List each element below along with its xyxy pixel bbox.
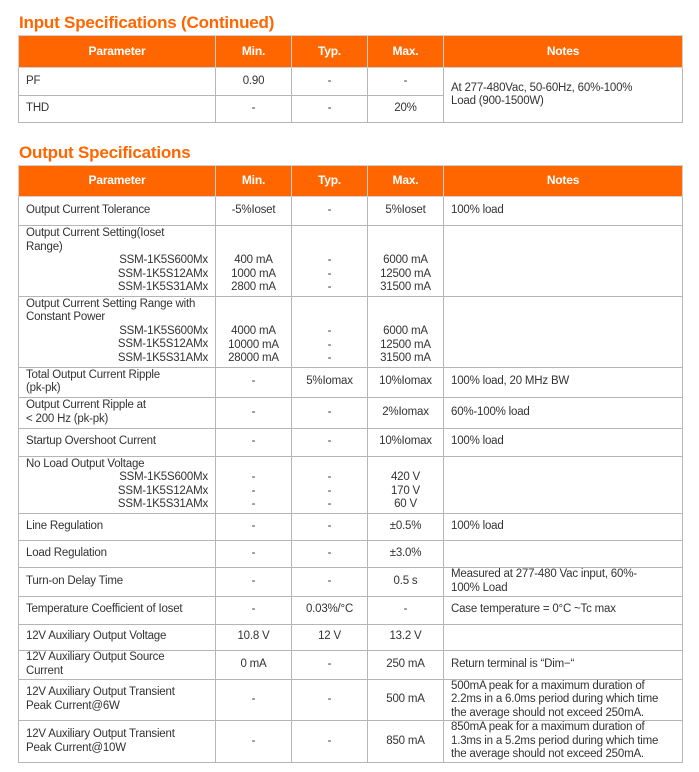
cell-line: 100% load: [451, 519, 504, 532]
cell-line: -: [327, 546, 332, 559]
cell-line: 10000 mA: [228, 338, 279, 351]
parameter-cell: [19, 428, 216, 456]
parameter-cell: [19, 721, 216, 763]
cell-line: 13.2 V: [389, 630, 422, 643]
cell-line: -: [251, 435, 256, 448]
typ-cell: [292, 197, 368, 226]
cell-line: 20%: [394, 102, 417, 115]
parameter-cell: [19, 650, 216, 679]
cell-line: Return terminal is “Dim−“: [451, 657, 575, 670]
output-specifications-title: Output Specifications: [19, 143, 191, 162]
cell-line: -: [327, 281, 332, 293]
column-header: Parameter: [19, 166, 216, 197]
table-row: [19, 197, 683, 226]
cell-line: 60%-100% load: [451, 405, 530, 418]
notes-cell: [444, 367, 683, 397]
parameter-cell: [19, 540, 216, 567]
min-cell: [216, 428, 292, 456]
cell-line: 1000 mA: [231, 267, 276, 280]
cell-line: -5%Ioset: [231, 204, 276, 217]
cell-line: THD: [26, 102, 50, 115]
typ-cell: [292, 226, 368, 297]
cell-line: 100% Load: [451, 581, 508, 594]
cell-line: 100% load: [451, 435, 504, 448]
table-row: [19, 513, 683, 540]
cell-line: Load (900-1500W): [451, 95, 544, 107]
cell-line: 10%Iomax: [379, 435, 432, 448]
table-row: [19, 596, 683, 624]
cell-line: 500 mA: [386, 693, 425, 705]
max-cell: [368, 540, 444, 567]
cell-line: 420 V: [390, 471, 421, 483]
notes-cell: [444, 428, 683, 456]
cell-line: 2.2ms in a 6.0ms period during which time: [451, 693, 659, 705]
typ-cell: [292, 596, 368, 624]
cell-line: -: [327, 352, 332, 364]
model-name: SSM-1K5S600Mx: [119, 254, 208, 266]
table-row: [19, 428, 683, 456]
cell-line: 0 mA: [240, 657, 267, 670]
typ-cell: [292, 679, 368, 721]
notes-cell: [444, 397, 683, 428]
cell-line: -: [251, 405, 256, 418]
cell-line: 5%Ioset: [385, 204, 426, 217]
min-cell: [216, 596, 292, 624]
typ-cell: [292, 397, 368, 428]
parameter-cell: [19, 567, 216, 596]
cell-line: ±3.0%: [389, 546, 422, 559]
cell-line: -: [403, 603, 408, 616]
cell-line: 400 mA: [234, 254, 273, 266]
cell-line: 31500 mA: [380, 281, 431, 293]
notes-cell: [444, 68, 683, 123]
cell-line: 6000 mA: [383, 325, 428, 337]
cell-line: -: [251, 574, 256, 587]
table-row: [19, 567, 683, 596]
max-cell: [368, 197, 444, 226]
max-cell: [368, 596, 444, 624]
header-row: [19, 166, 683, 197]
min-cell: [216, 513, 292, 540]
parameter-cell: [19, 226, 216, 297]
parameter-cell: [19, 513, 216, 540]
cell-line: -: [327, 254, 332, 266]
cell-line: 31500 mA: [380, 352, 431, 364]
max-cell: [368, 567, 444, 596]
cell-line: Output Current Ripple at: [26, 399, 146, 411]
cell-line: -: [327, 338, 332, 351]
min-cell: [216, 197, 292, 226]
typ-cell: [292, 456, 368, 513]
cell-line: -: [327, 657, 332, 670]
notes-cell: [444, 567, 683, 596]
cell-line: Peak Current@6W: [26, 699, 120, 712]
typ-cell: [292, 68, 368, 96]
typ-cell: [292, 296, 368, 367]
cell-line: PF: [26, 74, 41, 87]
notes-cell: [444, 513, 683, 540]
cell-line: 1.3ms in a 5.2ms period during which time: [451, 734, 659, 747]
cell-line: 170 V: [390, 484, 421, 497]
notes-cell: [444, 596, 683, 624]
min-cell: [216, 679, 292, 721]
max-cell: [368, 296, 444, 367]
notes-cell: [444, 650, 683, 679]
cell-line: -: [327, 435, 332, 448]
column-header: Parameter: [19, 36, 216, 68]
parameter-cell: [19, 367, 216, 397]
cell-line: -: [327, 325, 332, 337]
table-row: [19, 397, 683, 428]
cell-line: 4000 mA: [231, 325, 276, 337]
cell-line: 12V Auxiliary Output Transient: [26, 728, 175, 740]
max-cell: [368, 367, 444, 397]
cell-line: 100% load, 20 MHz BW: [451, 375, 570, 388]
cell-line: -: [251, 471, 256, 483]
cell-line: Peak Current@10W: [26, 741, 126, 754]
cell-line: the average should not exceed 250mA.: [451, 706, 644, 719]
table-row: [19, 367, 683, 397]
min-cell: [216, 624, 292, 650]
notes-cell: [444, 624, 683, 650]
parameter-cell: [19, 296, 216, 367]
cell-line: 2%Iomax: [382, 405, 429, 418]
notes-cell: [444, 540, 683, 567]
table-row: [19, 721, 683, 763]
cell-line: -: [251, 693, 256, 705]
column-header: Min.: [216, 166, 292, 197]
cell-line: 850 mA: [386, 734, 425, 747]
notes-cell: [444, 197, 683, 226]
cell-line: -: [251, 484, 256, 497]
cell-line: Case temperature = 0°C ~Tc max: [451, 603, 616, 616]
typ-cell: [292, 367, 368, 397]
cell-line: -: [327, 693, 332, 705]
column-header: Notes: [444, 36, 683, 68]
cell-line: (pk-pk): [26, 382, 61, 394]
typ-cell: [292, 650, 368, 679]
table-row: [19, 226, 683, 297]
max-cell: [368, 428, 444, 456]
cell-line: ±0.5%: [389, 519, 422, 532]
cell-line: the average should not exceed 250mA.: [451, 748, 644, 761]
cell-line: Temperature Coefficient of Ioset: [26, 603, 183, 616]
cell-line: No Load Output Voltage: [26, 457, 145, 470]
min-cell: [216, 96, 292, 123]
cell-line: -: [327, 498, 332, 510]
parameter-cell: [19, 397, 216, 428]
max-cell: [368, 226, 444, 297]
parameter-cell: [19, 596, 216, 624]
cell-line: 0.03%/°C: [305, 603, 354, 616]
column-header: Typ.: [292, 36, 368, 68]
typ-cell: [292, 428, 368, 456]
column-header: Min.: [216, 36, 292, 68]
table-row: [19, 68, 683, 96]
model-name: SSM-1K5S12AMx: [117, 267, 208, 280]
cell-line: 250 mA: [386, 657, 425, 670]
cell-line: 500mA peak for a maximum duration of: [451, 679, 645, 692]
cell-line: -: [327, 204, 332, 217]
cell-line: 5%Iomax: [306, 375, 353, 388]
notes-cell: [444, 679, 683, 721]
cell-line: -: [403, 74, 408, 87]
cell-line: At 277-480Vac, 50-60Hz, 60%-100%: [451, 81, 633, 94]
notes-cell: [444, 296, 683, 367]
cell-line: 60 V: [394, 498, 417, 510]
max-cell: [368, 456, 444, 513]
cell-line: Output Current Tolerance: [26, 204, 151, 217]
cell-line: Turn-on Delay Time: [26, 574, 123, 587]
cell-line: -: [251, 375, 256, 388]
cell-line: 850mA peak for a maximum duration of: [451, 721, 645, 734]
parameter-cell: [19, 68, 216, 96]
cell-line: -: [327, 471, 332, 483]
cell-line: -: [251, 734, 256, 747]
cell-line: -: [251, 546, 256, 559]
max-cell: [368, 397, 444, 428]
parameter-cell: [19, 624, 216, 650]
cell-line: Startup Overshoot Current: [26, 435, 156, 448]
typ-cell: [292, 540, 368, 567]
min-cell: [216, 567, 292, 596]
cell-line: Range): [26, 240, 63, 253]
cell-line: Measured at 277-480 Vac input, 60%-: [451, 568, 637, 580]
cell-line: 10%Iomax: [379, 375, 432, 388]
parameter-cell: [19, 197, 216, 226]
cell-line: 12 V: [318, 630, 341, 643]
max-cell: [368, 679, 444, 721]
cell-line: 12V Auxiliary Output Transient: [26, 686, 175, 699]
table-row: [19, 650, 683, 679]
cell-line: -: [251, 102, 256, 115]
table-row: [19, 296, 683, 367]
model-name: SSM-1K5S600Mx: [119, 324, 208, 337]
cell-line: Output Current Setting Range with: [26, 297, 196, 310]
cell-line: -: [327, 519, 332, 532]
cell-line: 12V Auxiliary Output Voltage: [26, 630, 167, 643]
cell-line: -: [327, 484, 332, 497]
cell-line: -: [327, 267, 332, 280]
model-name: SSM-1K5S31AMx: [117, 281, 208, 293]
cell-line: -: [327, 574, 332, 587]
min-cell: [216, 540, 292, 567]
max-cell: [368, 96, 444, 123]
cell-line: 12500 mA: [380, 267, 431, 280]
model-name: SSM-1K5S12AMx: [117, 338, 208, 350]
typ-cell: [292, 721, 368, 763]
cell-line: 100% load: [451, 204, 504, 217]
notes-cell: [444, 226, 683, 297]
cell-line: Line Regulation: [26, 519, 103, 532]
max-cell: [368, 513, 444, 540]
min-cell: [216, 296, 292, 367]
max-cell: [368, 624, 444, 650]
cell-line: 28000 mA: [228, 352, 279, 364]
column-header: Max.: [368, 36, 444, 68]
cell-line: -: [251, 519, 256, 532]
typ-cell: [292, 96, 368, 123]
min-cell: [216, 456, 292, 513]
table-row: [19, 679, 683, 721]
cell-line: -: [327, 734, 332, 747]
table-row: [19, 624, 683, 650]
parameter-cell: [19, 679, 216, 721]
model-name: SSM-1K5S600Mx: [119, 471, 208, 483]
cell-line: -: [327, 405, 332, 418]
output-specifications-table: [18, 165, 683, 763]
cell-line: 6000 mA: [383, 254, 428, 266]
model-name: SSM-1K5S31AMx: [117, 351, 208, 364]
min-cell: [216, 650, 292, 679]
table-row: [19, 540, 683, 567]
cell-line: Constant Power: [26, 311, 106, 323]
typ-cell: [292, 513, 368, 540]
notes-cell: [444, 456, 683, 513]
column-header: Typ.: [292, 166, 368, 197]
input-specifications-title: Input Specifications (Continued): [19, 13, 275, 32]
column-header: Max.: [368, 166, 444, 197]
cell-line: Output Current Setting(Ioset: [26, 227, 165, 239]
cell-line: 12V Auxiliary Output Source: [26, 651, 165, 663]
cell-line: Current: [26, 664, 63, 677]
cell-line: 2800 mA: [231, 281, 276, 293]
cell-line: 10.8 V: [237, 630, 270, 643]
notes-cell: [444, 721, 683, 763]
cell-line: 0.5 s: [393, 574, 418, 587]
cell-line: -: [327, 102, 332, 115]
header-row: [19, 36, 683, 68]
cell-line: 12500 mA: [380, 338, 431, 351]
cell-line: -: [251, 603, 256, 616]
input-specifications-table: [18, 35, 683, 123]
cell-line: 0.90: [242, 74, 265, 87]
column-header: Notes: [444, 166, 683, 197]
table-row: [19, 456, 683, 513]
cell-line: -: [327, 74, 332, 87]
min-cell: [216, 721, 292, 763]
cell-line: Total Output Current Ripple: [26, 368, 160, 381]
min-cell: [216, 226, 292, 297]
cell-line: < 200 Hz (pk-pk): [26, 412, 109, 425]
max-cell: [368, 721, 444, 763]
typ-cell: [292, 624, 368, 650]
parameter-cell: [19, 456, 216, 513]
max-cell: [368, 650, 444, 679]
min-cell: [216, 367, 292, 397]
max-cell: [368, 68, 444, 96]
cell-line: Load Regulation: [26, 546, 107, 559]
parameter-cell: [19, 96, 216, 123]
min-cell: [216, 68, 292, 96]
cell-line: -: [251, 498, 256, 510]
model-name: SSM-1K5S12AMx: [117, 484, 208, 497]
min-cell: [216, 397, 292, 428]
typ-cell: [292, 567, 368, 596]
model-name: SSM-1K5S31AMx: [117, 498, 208, 510]
